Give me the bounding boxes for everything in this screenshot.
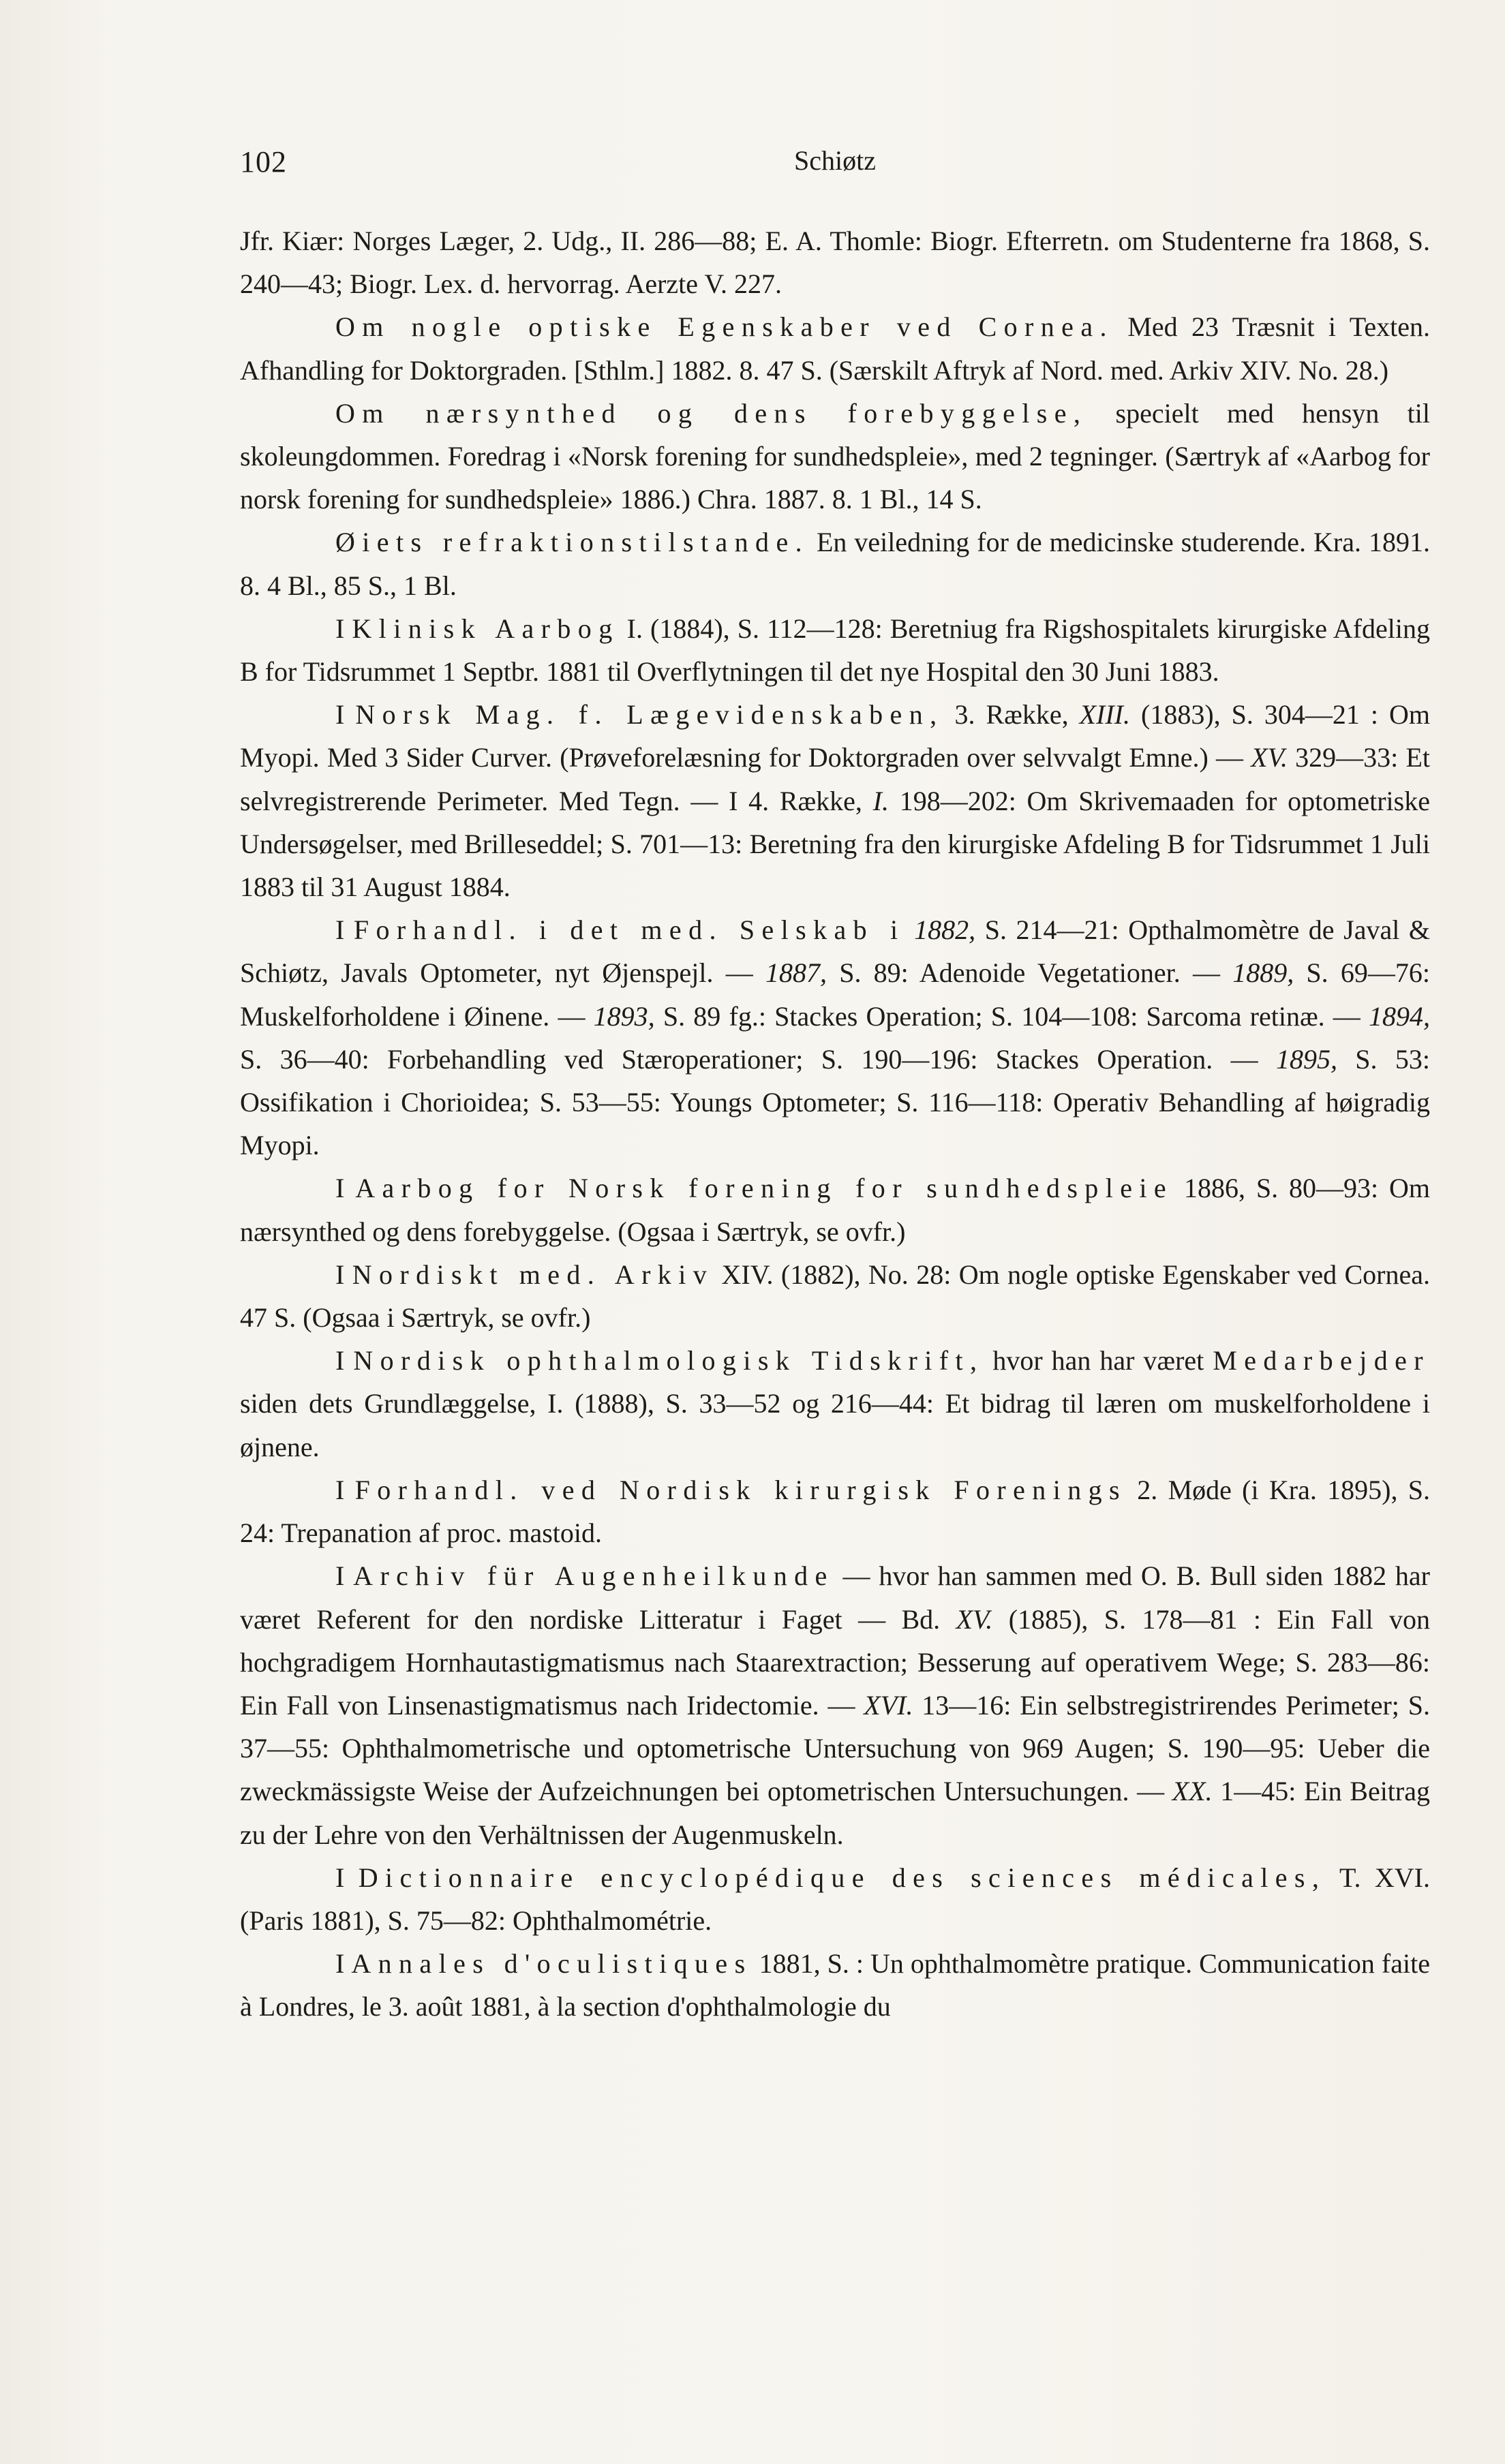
bibliography-entry [240,1468,1430,1554]
italic-volume: 1893, [593,1000,655,1032]
entry-text: hvor han har været [984,1345,1213,1376]
bibliography-entry [240,908,1430,1167]
entry-text: I. (1884), S. 112—128: Beretniug fra Rigshospitalets kirurgiske Afdeling B for Tidsrummet 1 Septbr. 1881 til Overflytningen til det nye Hospital den 30 Juni 1883. [240,613,1430,688]
entry-text: En veiledning for de medicinske studerende. Kra. 1891. 8. 4 Bl., 85 S., 1 Bl. [240,527,1430,601]
bibliography-text [240,219,1430,2029]
page-number: 102 [240,145,287,179]
italic-volume: XV. [956,1603,993,1635]
bibliography-entry [240,693,1430,908]
entry-text: I [335,1862,359,1893]
italic-volume: XIII. [1079,699,1131,730]
bibliography-entry [240,1167,1430,1252]
bibliography-entry [240,219,1430,305]
italic-volume: 1895, [1275,1043,1337,1075]
bibliography-entry [240,521,1430,606]
italic-volume: XV. [1251,742,1288,773]
entry-text: 13—16: Ein selbstregistrirendes Perimeter; S. 37—55: Ophthalmometrische und optometrische Untersuchung von 969 Augen; S. 190—95: Ueber die zweckmässigste Weise der Aufzeichnungen bei optometrischen Untersuchungen. — [240,1689,1430,1807]
entry-text: XIV. (1882), No. 28: Om nogle optiske Egenskaber ved Cornea. 47 S. (Ogsaa i Særtryk, se ovfr.) [240,1259,1430,1334]
spaced-title: Nordisk ophthalmologisk Tidskrift, [353,1345,984,1376]
italic-volume: I. [872,785,889,816]
entry-text: S. 69—76: Muskelforholdene i Øinene. — [240,957,1430,1032]
spaced-title: Klinisk Aarbog [352,613,620,644]
entry-text: (1883), S. 304—21 : Om Myopi. Med 3 Sider Curver. (Prøveforelæsning for Doktorgraden over selvvalgt Emne.) — [240,699,1430,773]
entry-text: 329—33: Et selvregistrerende Perimeter. Med Tegn. — I 4. Række, [240,742,1430,816]
entry-text: 2. Møde (i Kra. 1895), S. 24: Trepanation af proc. mastoid. [240,1474,1431,1549]
entry-text: I [335,1948,352,1980]
entry-text: 1—45: Ein Beitrag zu der Lehre von den Verhältnissen der Augenmuskeln. [240,1776,1430,1850]
bibliography-entry [240,392,1430,521]
italic-volume: 1882, [914,914,976,946]
spaced-title: Forhandl. ved Nordisk kirurgisk Forenings [354,1474,1127,1505]
italic-volume: XX. [1172,1776,1213,1807]
entry-text: — hvor han sammen med O. B. Bull siden 1882 har været Referent for den nordiske Litteratur i Faget — Bd. [240,1560,1430,1635]
entry-text: I [335,1345,354,1376]
entry-text: I [335,1474,355,1505]
bibliography-entry [240,1339,1430,1468]
entry-text: I [335,613,352,644]
spaced-title: Norsk Mag. f. Lægevidenskaben, [355,699,944,730]
page-header [240,144,1430,192]
entry-text: S. 53: Ossifikation i Chorioidea; S. 53—55: Youngs Optometer; S. 116—118: Operativ Behandling af høigradig Myopi. [240,1043,1430,1161]
italic-volume: 1889, [1232,957,1294,989]
entry-text: I [335,1560,354,1592]
entry-text: specielt med hensyn til skoleungdommen. Foredrag i «Norsk forening for sundhedspleie», med 2 tegninger. (Særtryk af «Aarbog for norsk forening for sundhedspleie» 1886.) Chra. 1887. 8. 1 Bl., 14 S. [240,397,1430,515]
entry-text: S. 89: Adenoide Vegetationer. — [826,957,1233,989]
running-title: Schiøtz [794,145,876,176]
spaced-title: Om nogle optiske Egenskaber ved Cornea. [335,311,1114,343]
entry-text: S. 89 fg.: Stackes Operation; S. 104—108: Sarcoma retinæ. — [654,1000,1369,1032]
spaced-title: Forhandl. i det med. Selskab i [353,914,905,946]
entry-text: T. XVI. (Paris 1881), S. 75—82: Ophthalmométrie. [240,1862,1430,1936]
entry-text: siden dets Grundlæggelse, I. (1888), S. 33—52 og 216—44: Et bidrag til læren om muskelforholdene i øjnene. [240,1388,1430,1462]
bibliography-entry [240,1554,1430,1855]
italic-volume: 1887, [765,957,827,989]
entry-text: (1885), S. 178—81 : Ein Fall von hochgradigem Hornhautastigmatismus nach Staarextraction; Besserung auf operativem Wege; S. 283—86: Ein Fall von Linsenastigmatismus nach Iridectomie. — [240,1603,1431,1721]
spaced-title: Archiv für Augenheilkunde [353,1560,834,1592]
italic-volume: 1894, [1369,1000,1431,1032]
entry-text: Jfr. Kiær: Norges Læger, 2. Udg., II. 286—88; E. A. Thomle: Biogr. Efterretn. om Studenterne fra 1868, S. 240—43; Biogr. Lex. d. hervorrag. Aerzte V. 227. [240,226,1430,300]
entry-text: I [335,1259,352,1290]
entry-text: I [335,1173,356,1204]
spaced-title: Aarbog for Norsk forening for sundhedspleie [355,1173,1174,1204]
entry-text: 1886, S. 80—93: Om nærsynthed og dens forebyggelse. (Ogsaa i Særtryk, se ovfr.) [240,1173,1430,1247]
entry-text: 198—202: Om Skrivemaaden for optometriske Undersøgelser, med Brilleseddel; S. 701—13: Beretning fra den kirurgiske Afdeling B for Tidsrummet 1 Juli 1883 til 31 August 1884. [240,785,1430,903]
entry-text: I [335,699,356,730]
spaced-title: Medarbejder [1213,1345,1430,1376]
bibliography-entry [240,305,1430,391]
spaced-title: Annales d'oculistiques [351,1948,752,1980]
spaced-title: Om nærsynthed og dens forebyggelse, [335,397,1088,429]
bibliography-entry [240,1942,1430,2028]
bibliography-entry [240,607,1430,693]
entry-text: S. 214—21: Opthalmomètre de Javal & Schiøtz, Javals Optometer, nyt Øjenspejl. — [240,914,1431,989]
entry-text: Med 23 Træsnit i Texten. Afhandling for Doktorgraden. [Sthlm.] 1882. 8. 47 S. (Særskilt Aftryk af Nord. med. Arkiv XIV. No. 28.) [240,311,1430,386]
entry-text: 3. Række, [943,699,1080,730]
entry-text: S. 36—40: Forbehandling ved Stæroperationer; S. 190—196: Stackes Operation. — [240,1043,1276,1075]
spaced-title: Øiets refraktionstilstande. [335,527,810,558]
entry-text [905,914,915,945]
entry-text: 1881, S. : Un ophthalmomètre pratique. Communication faite à Londres, le 3. août 1881, à la section d'ophthalmologie du [240,1948,1430,2022]
italic-volume: XVI. [864,1689,913,1721]
entry-text: I [335,914,354,946]
spaced-title: Dictionnaire encyclopédique des sciences médicales, [358,1862,1326,1893]
spaced-title: Nordiskt med. Arkiv [352,1259,714,1290]
bibliography-entry [240,1253,1430,1339]
bibliography-entry [240,1856,1430,1942]
